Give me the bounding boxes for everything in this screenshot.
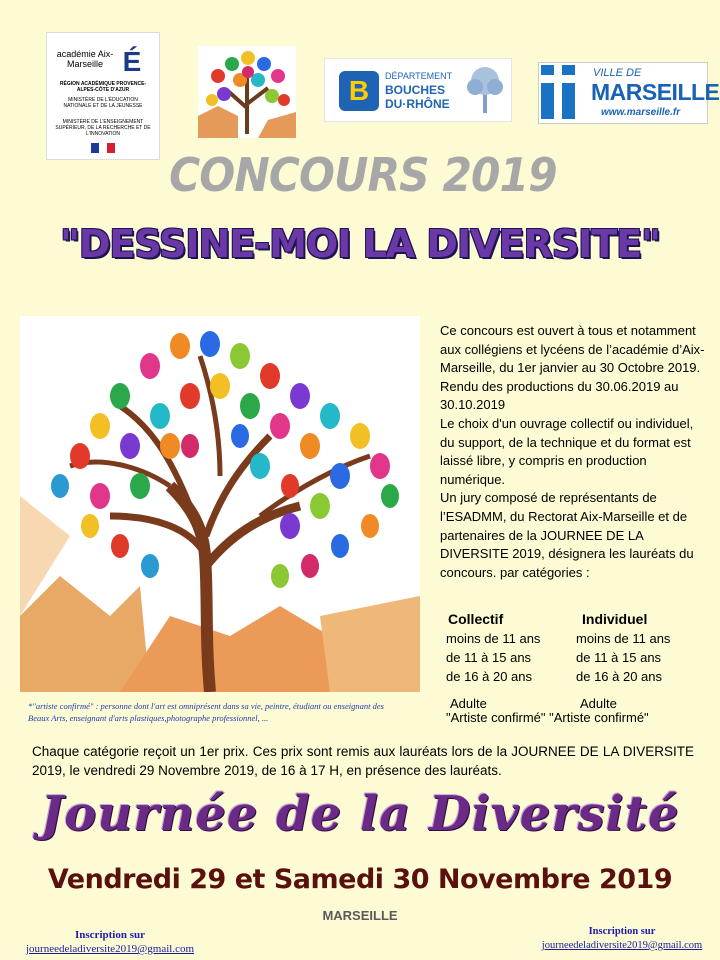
individuel-item: moins de 11 ans bbox=[576, 631, 671, 646]
category-individuel bbox=[576, 610, 716, 713]
concours-title: CONCOURS 2019 bbox=[169, 148, 557, 202]
inscription-left bbox=[10, 928, 210, 956]
academie-e-icon: É bbox=[122, 46, 142, 77]
academie-ministere-1: MINISTÈRE DE L'ÉDUCATION NATIONALE ET DE LA JEUNESSE bbox=[63, 97, 143, 109]
artiste-footnote: *"artiste confirmé" : personne dont l'art est omniprésent dans sa vie, peintre, étudiant ou enseignant des Beaux Arts, enseignant d'arts plastiques,photographe professionnel, ... bbox=[28, 701, 384, 723]
event-city: MARSEILLE bbox=[322, 908, 398, 923]
contest-description bbox=[440, 322, 708, 582]
departement-label: DÉPARTEMENT bbox=[385, 71, 453, 81]
marseille-cross-icon bbox=[541, 65, 575, 119]
departement-name-1: BOUCHES bbox=[385, 83, 446, 97]
inscription-label: Inscription sur bbox=[588, 926, 656, 937]
departement-name bbox=[385, 83, 450, 111]
academie-name: académie Aix-Marseille bbox=[56, 49, 114, 69]
diversity-tree-image bbox=[20, 316, 420, 692]
ville-url: www.marseille.fr bbox=[601, 107, 681, 118]
prize-text: Chaque catégorie reçoit un 1er prix. Ces prix sont remis aux lauréats lors de la JOURNEE DE LA DIVERSITE 2019, le vendredi 29 Novembre 2019, de 16 à 17 H, en présence des lauréats. bbox=[32, 744, 694, 778]
artiste-confirme-line: "Artiste confirmé" "Artiste confirmé" bbox=[446, 710, 649, 725]
academie-region: RÉGION ACADÉMIQUE PROVENCE-ALPES-CÔTE D'AZUR bbox=[59, 81, 147, 93]
collectif-item: moins de 11 ans bbox=[446, 631, 541, 646]
dessine-title: "DESSINE-MOI LA DIVERSITE" bbox=[60, 222, 660, 266]
individuel-item: de 16 à 20 ans bbox=[576, 669, 663, 684]
collectif-adult: Adulte bbox=[450, 696, 487, 711]
individuel-item: de 11 à 15 ans bbox=[576, 650, 662, 665]
description-paragraph-3: Un jury composé de représentants de l’ESADMM, du Rectorat Aix-Marseille et de partenaires de la JOURNEE DE LA DIVERSITE 2019, désignera les lauréats du concours. par catégories : bbox=[440, 490, 694, 580]
b-badge-icon: B bbox=[339, 71, 379, 111]
inscription-label: Inscription sur bbox=[75, 929, 145, 941]
inscription-right bbox=[524, 925, 720, 953]
collectif-item: de 16 à 20 ans bbox=[446, 669, 533, 684]
description-paragraph-1: Ce concours est ouvert à tous et notamment aux collégiens et lycéens de l’académie d’Aix- Marseille, du 1er janvier au 30 Octobre 2019. Rendu des productions du 30.06.2019 au 30.10.2019 bbox=[440, 323, 705, 413]
category-collectif bbox=[446, 610, 576, 713]
event-dates: Vendredi 29 et Samedi 30 Novembre 2019 bbox=[47, 864, 673, 895]
individuel-heading: Individuel bbox=[582, 611, 648, 627]
departement-name-2: DU·RHÔNE bbox=[385, 97, 450, 111]
inscription-email-link[interactable]: journeedeladiversite2019@gmail.com bbox=[541, 940, 703, 951]
description-paragraph-2: Le choix d'un ouvrage collectif ou individuel, du support, de la technique et du format est laissé libre, y compris en production numérique. bbox=[440, 415, 694, 487]
individuel-adult: Adulte bbox=[580, 696, 617, 711]
event-title: Journée de la Diversité bbox=[40, 786, 680, 842]
ville-name: MARSEILLE bbox=[591, 79, 720, 105]
collectif-item: de 11 à 15 ans bbox=[446, 650, 532, 665]
ville-de-marseille-logo bbox=[538, 62, 720, 124]
collectif-heading: Collectif bbox=[448, 611, 504, 627]
academie-ministere-2: MINISTÈRE DE L'ENSEIGNEMENT SUPÉRIEUR, DE LA RECHERCHE ET DE L'INNOVATION bbox=[55, 119, 151, 137]
inscription-email-link[interactable]: journeedeladiversite2019@gmail.com bbox=[25, 943, 195, 955]
ville-label: VILLE DE bbox=[593, 67, 642, 79]
olive-tree-icon bbox=[463, 65, 507, 115]
academie-logo bbox=[46, 32, 160, 160]
bouches-du-rhone-logo bbox=[324, 58, 512, 122]
diversity-tree-logo bbox=[198, 46, 296, 138]
